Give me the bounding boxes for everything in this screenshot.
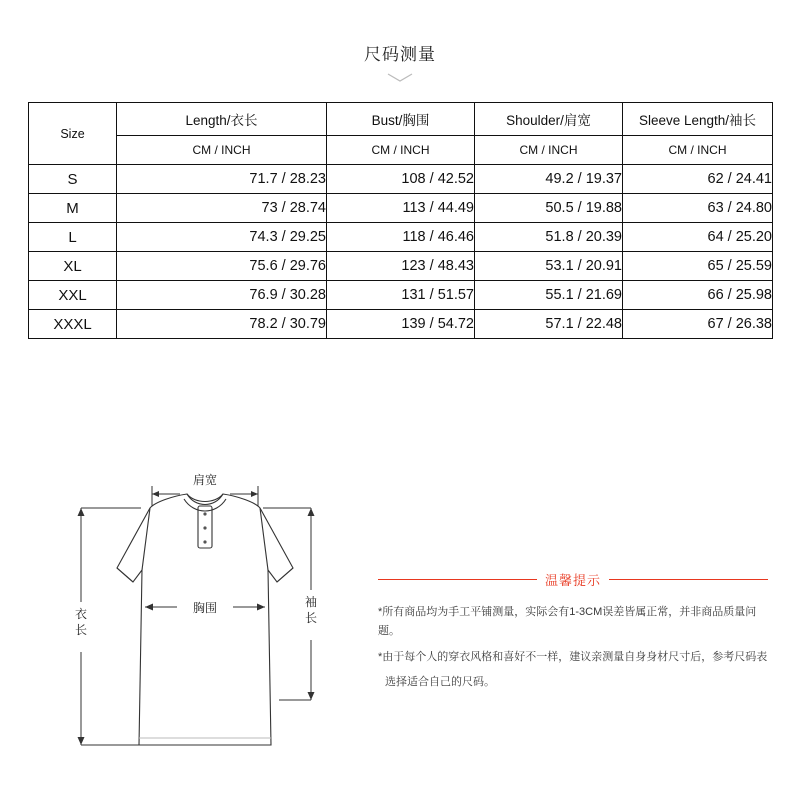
label-length-2: 长 [74,623,88,637]
cell-length: 71.7 / 28.23 [117,165,327,194]
label-length: 衣 [74,607,88,621]
tips-line-2: *由于每个人的穿衣风格和喜好不一样，建议亲测量自身身材尺寸后，参考尺码表 [378,650,768,663]
cell-size: S [29,165,117,194]
cell-size: XL [29,252,117,281]
cell-size: L [29,223,117,252]
tips-block [378,570,768,698]
header-bust: Bust/胸围 [327,103,475,136]
cell-sleeve: 63 / 24.80 [623,194,773,223]
label-bust: 胸围 [192,601,218,615]
table-header-unit-row [29,136,773,165]
cell-size: XXL [29,281,117,310]
table-row [29,281,773,310]
shirt-measurement-diagram [55,450,355,770]
tips-line-2b [378,673,768,692]
cell-shoulder: 51.8 / 20.39 [475,223,623,252]
unit-length: CM / INCH [117,136,327,165]
cell-sleeve: 62 / 24.41 [623,165,773,194]
unit-shoulder: CM / INCH [475,136,623,165]
label-shoulder: 肩宽 [192,473,218,487]
cell-bust: 118 / 46.46 [327,223,475,252]
cell-bust: 131 / 51.57 [327,281,475,310]
cell-length: 75.6 / 29.76 [117,252,327,281]
cell-shoulder: 55.1 / 21.69 [475,281,623,310]
cell-length: 78.2 / 30.79 [117,310,327,339]
label-sleeve-2: 长 [304,611,318,625]
tips-line-2b-text: 选择适合自己的尺码。 [385,675,495,688]
page-title: 尺码测量 [364,45,436,64]
tips-line-1: *所有商品均为手工平铺测量，实际会有1-3CM误差皆属正常，并非商品质量问题。 [378,606,757,638]
table-row [29,223,773,252]
tips-rule-right [609,579,768,580]
shirt-outline [117,494,293,745]
cell-shoulder: 50.5 / 19.88 [475,194,623,223]
table-row [29,165,773,194]
cell-sleeve: 67 / 26.38 [623,310,773,339]
caret-down-icon [0,73,800,82]
header-shoulder: Shoulder/肩宽 [475,103,623,136]
cell-bust: 113 / 44.49 [327,194,475,223]
cell-sleeve: 64 / 25.20 [623,223,773,252]
measurement-diagram-area [0,430,800,800]
cell-shoulder: 49.2 / 19.37 [475,165,623,194]
size-table-container [28,102,772,339]
label-sleeve: 袖 [304,595,318,609]
cell-bust: 123 / 48.43 [327,252,475,281]
cell-size: XXXL [29,310,117,339]
tips-rule-left [378,579,537,580]
cell-sleeve: 66 / 25.98 [623,281,773,310]
header-length: Length/衣长 [117,103,327,136]
cell-length: 74.3 / 29.25 [117,223,327,252]
tips-heading: 温馨提示 [545,573,602,588]
cell-sleeve: 65 / 25.59 [623,252,773,281]
table-row [29,194,773,223]
header-size: Size [29,103,117,165]
header-sleeve: Sleeve Length/袖长 [623,103,773,136]
tips-heading-row [378,570,768,589]
page-header [0,0,800,82]
table-header-group-row [29,103,773,136]
table-row [29,310,773,339]
unit-sleeve: CM / INCH [623,136,773,165]
table-row [29,252,773,281]
cell-shoulder: 57.1 / 22.48 [475,310,623,339]
cell-bust: 139 / 54.72 [327,310,475,339]
cell-shoulder: 53.1 / 20.91 [475,252,623,281]
unit-bust: CM / INCH [327,136,475,165]
cell-bust: 108 / 42.52 [327,165,475,194]
size-chart-table [28,102,773,339]
cell-length: 73 / 28.74 [117,194,327,223]
cell-size: M [29,194,117,223]
shoulder-measure-guide [152,486,258,506]
cell-length: 76.9 / 30.28 [117,281,327,310]
